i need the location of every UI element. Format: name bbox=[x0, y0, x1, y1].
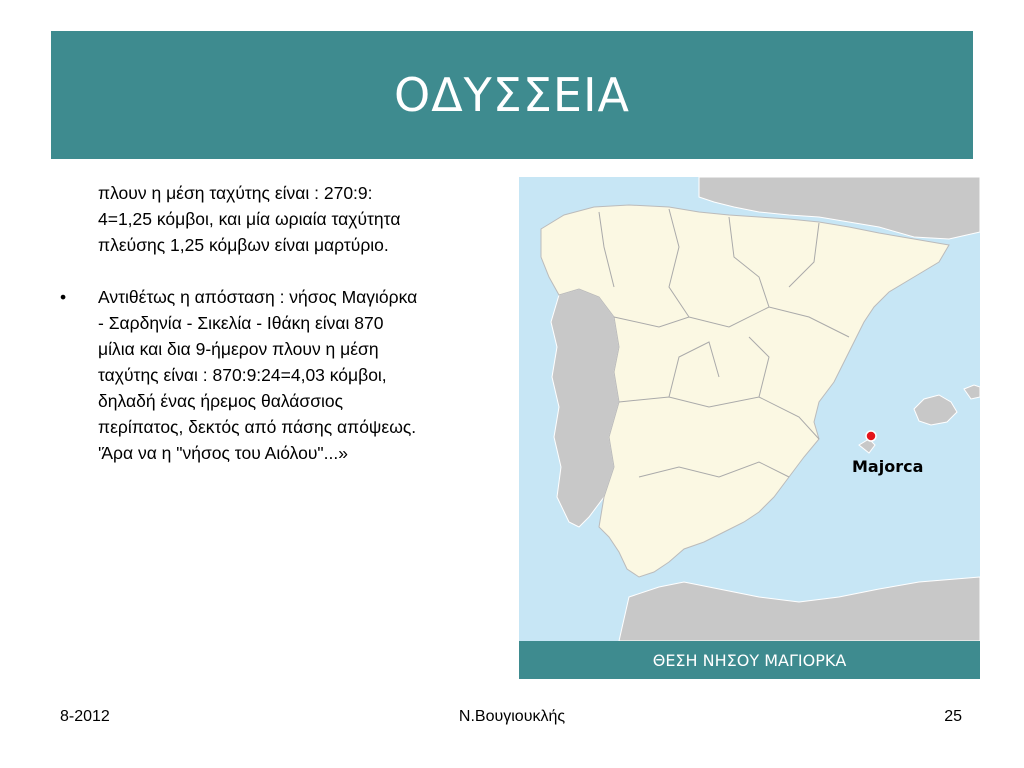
map-caption: ΘΕΣΗ ΝΗΣΟΥ ΜΑΓΙΟΡΚΑ bbox=[519, 641, 980, 679]
map-image bbox=[519, 177, 980, 641]
africa-land bbox=[619, 577, 980, 641]
text-column bbox=[60, 180, 500, 466]
text-line: δηλαδή ένας ήρεμος θαλάσσιος bbox=[98, 391, 344, 411]
spain-map bbox=[519, 177, 980, 641]
title-bar bbox=[51, 31, 973, 159]
text-line: Αντιθέτως η απόσταση : νήσος Μαγιόρκα bbox=[98, 287, 418, 307]
bullet-text bbox=[98, 284, 500, 466]
majorca-marker-icon bbox=[866, 431, 876, 441]
bullet-icon: • bbox=[60, 287, 67, 307]
page-number: 25 bbox=[944, 708, 962, 725]
text-line: μίλια και δια 9-ήμερον πλουν η μέση bbox=[98, 339, 379, 359]
mallorca-island bbox=[914, 395, 957, 425]
footer-date: 8-2012 bbox=[60, 708, 110, 725]
majorca-label: Majorca bbox=[852, 457, 924, 476]
continued-paragraph bbox=[98, 180, 500, 258]
text-line: ταχύτης είναι : 870:9:24=4,03 κόμβοι, bbox=[98, 365, 387, 385]
text-line: 4=1,25 κόμβοι, και μία ωριαία ταχύτητα bbox=[98, 209, 401, 229]
text-line: 'Άρα να η "νήσος του Αιόλου"...» bbox=[98, 443, 348, 463]
footer-author: Ν.Βουγιουκλής bbox=[458, 708, 566, 725]
menorca-island bbox=[964, 385, 980, 399]
text-line: περίπατος, δεκτός από πάσης απόψεως. bbox=[98, 417, 417, 437]
bullet-item bbox=[60, 284, 500, 466]
text-line: - Σαρδηνία - Σικελία - Ιθάκη είναι 870 bbox=[98, 313, 384, 333]
text-line: πλεύσης 1,25 κόμβων είναι μαρτύριο. bbox=[98, 235, 389, 255]
slide-title: ΟΔΥΣΣΕΙΑ bbox=[393, 68, 630, 122]
text-line: πλουν η μέση ταχύτης είναι : 270:9: bbox=[98, 183, 373, 203]
